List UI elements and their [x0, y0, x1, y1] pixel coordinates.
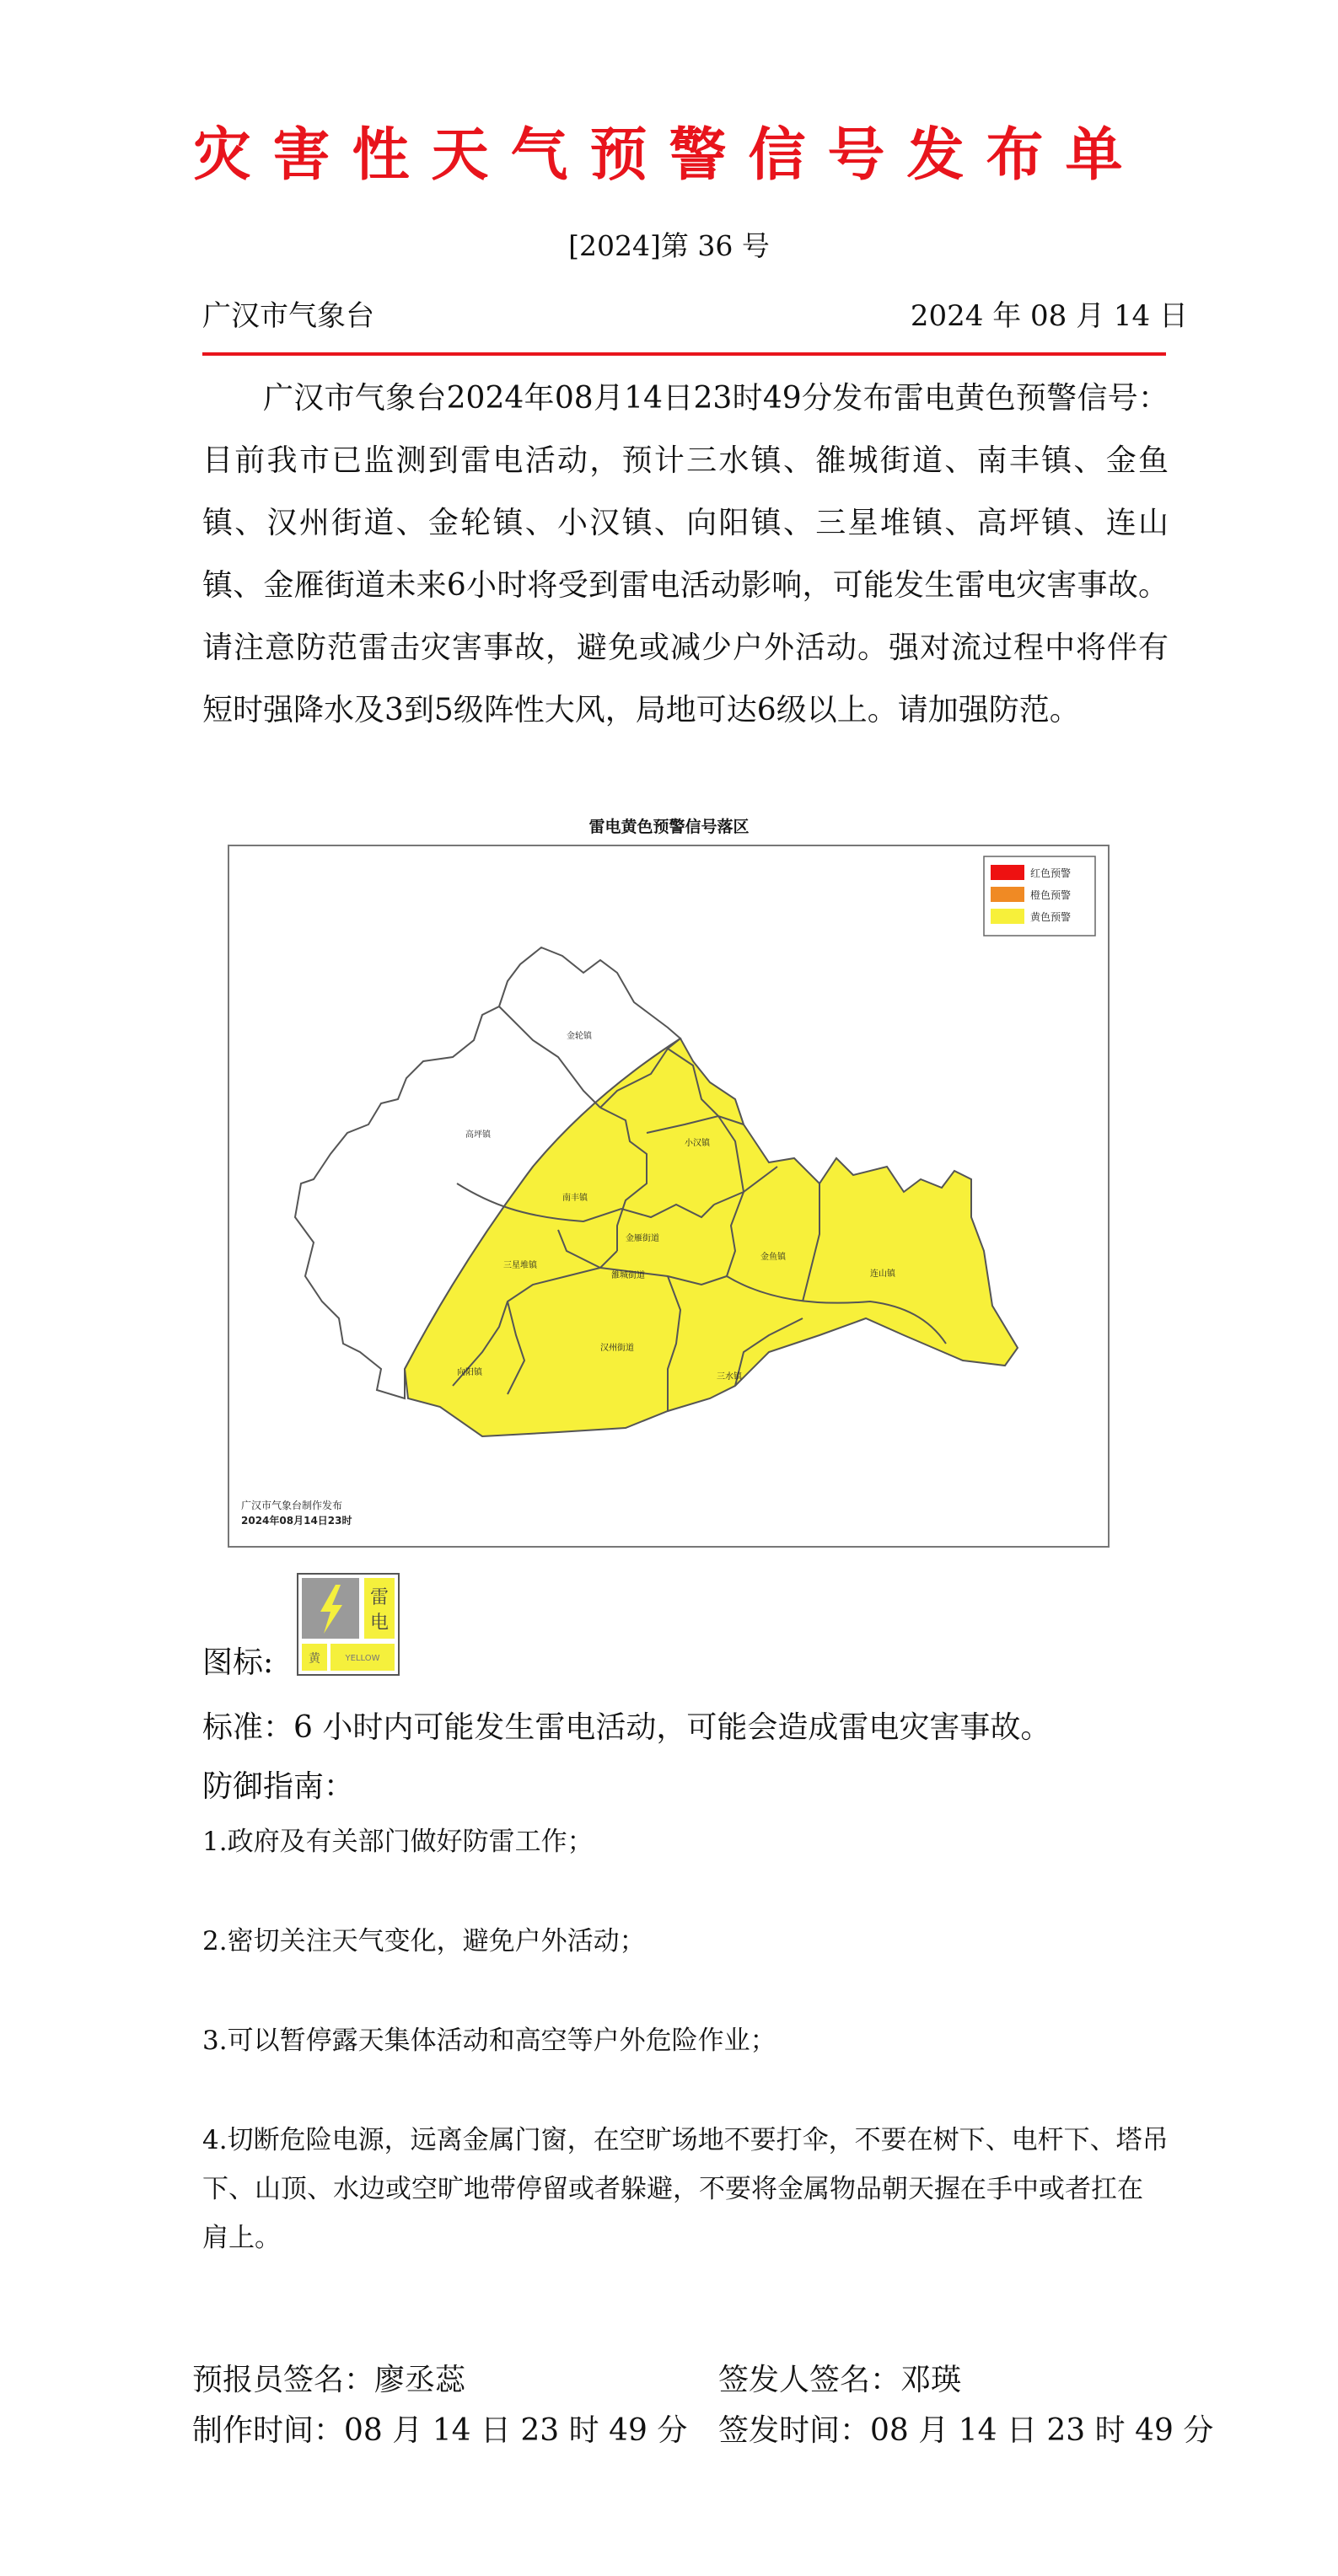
map-footer-time: 2024年08月14日23时: [241, 1515, 352, 1527]
label-jinlun: 金轮镇: [567, 1032, 592, 1041]
issue-date: 2024 年 08 月 14 日: [910, 299, 1188, 333]
label-jinyan: 金雁街道: [626, 1234, 659, 1243]
label-nanfeng: 南丰镇: [562, 1194, 588, 1203]
map-title: 雷电黄色预警信号落区: [588, 818, 750, 836]
legend-swatch-red: [991, 865, 1024, 880]
icon-label: 图标:: [202, 1645, 274, 1680]
guide-item: 1.政府及有关部门做好防雷工作；: [202, 1827, 594, 1857]
icon-char-bottom: 电: [369, 1613, 390, 1634]
legend-label-orange: 橙色预警: [1030, 889, 1072, 901]
label-sanshui: 三水镇: [717, 1372, 742, 1382]
label-jinyu: 金鱼镇: [760, 1253, 786, 1262]
guide-item: 3.可以暂停露天集体活动和高空等户外危险作业；: [202, 2026, 776, 2056]
label-gaoping: 高坪镇: [465, 1130, 491, 1140]
icon-char-small: 黄: [309, 1652, 320, 1666]
map-footer-org: 广汉市气象台制作发布: [241, 1500, 343, 1511]
legend-swatch-orange: [991, 887, 1024, 902]
label-hanzhou: 汉州街道: [600, 1344, 634, 1353]
legend-label-yellow: 黄色预警: [1030, 911, 1072, 923]
thunder-yellow-warning-icon: [297, 1573, 400, 1676]
defense-guide-title: 防御指南：: [202, 1769, 355, 1804]
issue-time: 签发时间：08 月 14 日 23 时 49 分: [718, 2413, 1214, 2448]
label-luocheng: 雒城街道: [611, 1271, 645, 1280]
warning-sign-svg: [298, 1575, 398, 1674]
guide-item: 4.切断危险电源，远离金属门窗，在空旷场地不要打伞，不要在树下、电杆下、塔吊下、山顶、水边或空旷地带停留或者躲避，不要将金属物品朝天握在手中或者扛在肩上。: [202, 2125, 1169, 2253]
legend-swatch-yellow: [991, 909, 1024, 924]
map-legend: [984, 856, 1095, 936]
warning-map-svg: [229, 846, 1108, 1546]
label-sanxingdui: 三星堆镇: [503, 1261, 537, 1270]
issuing-organization: 广汉市气象台: [202, 299, 374, 333]
document-title: 灾害性天气预警信号发布单: [193, 122, 1145, 189]
legend-label-red: 红色预警: [1030, 867, 1072, 879]
warning-standard: 标准：6 小时内可能发生雷电活动，可能会造成雷电灾害事故。: [202, 1710, 1051, 1745]
icon-caption: YELLOW: [345, 1654, 380, 1663]
warning-map: [228, 845, 1110, 1548]
label-lianshan: 连山镇: [870, 1269, 895, 1279]
issue-number: [2024]第 36 号: [568, 229, 770, 262]
icon-char-top: 雷: [369, 1587, 390, 1608]
guide-item: 2.密切关注天气变化，避免户外活动；: [202, 1926, 646, 1956]
made-time: 制作时间：08 月 14 日 23 时 49 分: [192, 2413, 688, 2448]
label-xiangyang: 向阳镇: [457, 1368, 482, 1377]
label-xiaohan: 小汉镇: [685, 1139, 710, 1148]
forecaster-signature: 预报员签名：廖丞蕊: [192, 2363, 466, 2397]
issuer-signature: 签发人签名：邓瑛: [718, 2363, 962, 2397]
header-divider: [202, 352, 1166, 356]
warning-body-text: 广汉市气象台2024年08月14日23时49分发布雷电黄色预警信号：目前我市已监测到雷电活动，预计三水镇、雒城街道、南丰镇、金鱼镇、汉州街道、金轮镇、小汉镇、向阳镇、三星堆镇、高坪镇、连山镇、金雁街道未来6小时将受到雷电活动影响，可能发生雷电灾害事故。请注意防范雷击灾害事故，避免或减少户外活动。强对流过程中将伴有短时强降水及3到5级阵性大风，局地可达6级以上。请加强防范。: [202, 381, 1169, 727]
